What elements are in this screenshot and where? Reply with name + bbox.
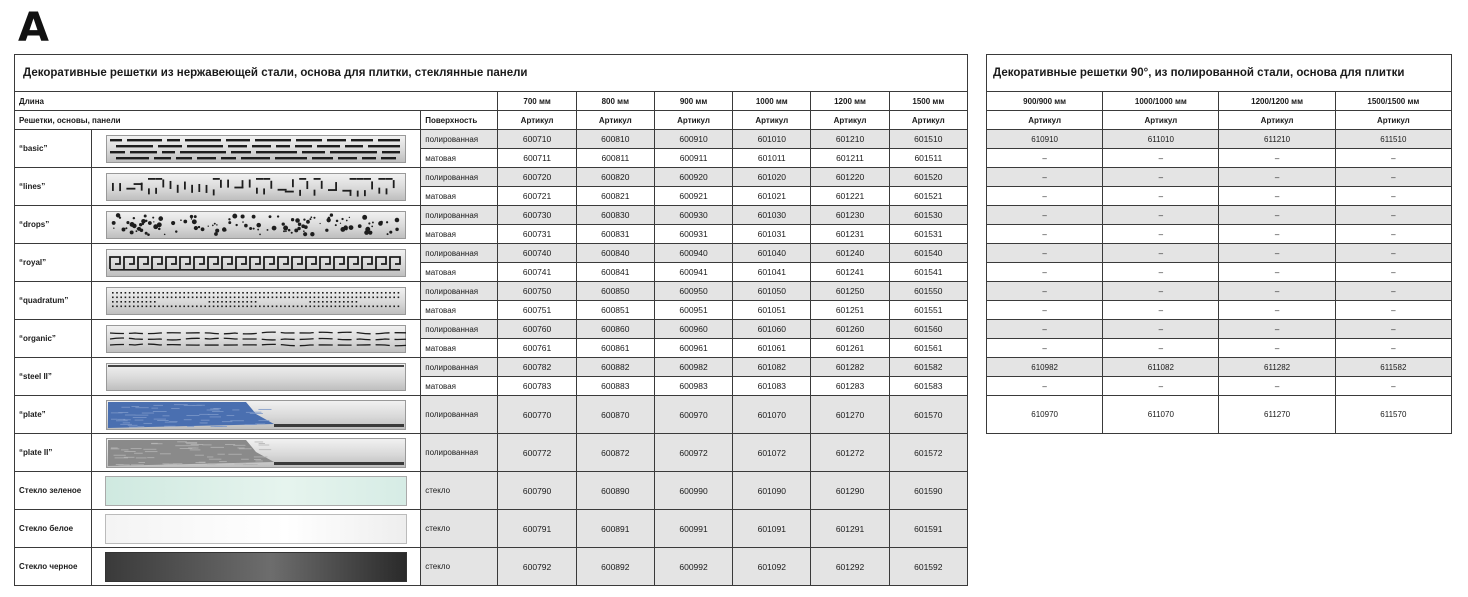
product-image-cell <box>92 434 421 472</box>
article-code: 601290 <box>811 472 889 510</box>
grates-label: Решетки, основы, панели <box>15 111 421 130</box>
product-name: “quadratum” <box>15 282 92 320</box>
article-code: 600721 <box>498 187 576 206</box>
article-header: Артикул <box>654 111 732 130</box>
article-code: 610970 <box>987 396 1103 434</box>
article-code: 601283 <box>811 377 889 396</box>
length-header: 1500 мм <box>889 92 967 111</box>
article-code: – <box>987 377 1103 396</box>
article-code: 601272 <box>811 434 889 472</box>
article-code: – <box>1103 320 1219 339</box>
surface-value: полированная <box>421 282 498 301</box>
product-row <box>15 320 968 339</box>
article-code: 601560 <box>889 320 967 339</box>
article-code: 601251 <box>811 301 889 320</box>
article-code: 600920 <box>654 168 732 187</box>
article-code: – <box>987 225 1103 244</box>
article-code: 600990 <box>654 472 732 510</box>
article-code: – <box>1103 168 1219 187</box>
length-header: 1000 мм <box>733 92 811 111</box>
article-header: Артикул <box>1335 111 1451 130</box>
article-code: 601050 <box>733 282 811 301</box>
drops-pattern-swatch <box>106 211 406 239</box>
article-code: 600882 <box>576 358 654 377</box>
article-code: 611582 <box>1335 358 1451 377</box>
article-code: – <box>1219 187 1335 206</box>
article-header: Артикул <box>811 111 889 130</box>
polished-90-grates-table <box>986 54 1452 434</box>
product-image-cell <box>92 206 421 244</box>
surface-label: Поверхность <box>421 111 498 130</box>
article-code: 600720 <box>498 168 576 187</box>
surface-value: полированная <box>421 206 498 225</box>
article-code: 600740 <box>498 244 576 263</box>
article-code: – <box>1219 339 1335 358</box>
article-code: 601550 <box>889 282 967 301</box>
article-code: 611210 <box>1219 130 1335 149</box>
article-code: 600711 <box>498 149 576 168</box>
product-row <box>15 130 968 149</box>
article-code: 600792 <box>498 548 576 586</box>
article-code: – <box>987 282 1103 301</box>
article-code: 601291 <box>811 510 889 548</box>
article-code: – <box>1335 339 1451 358</box>
article-code: 600921 <box>654 187 732 206</box>
article-code: 600983 <box>654 377 732 396</box>
product-name: “lines” <box>15 168 92 206</box>
product-name: Стекло белое <box>15 510 92 548</box>
product-row <box>15 434 968 472</box>
article-code: 601240 <box>811 244 889 263</box>
article-code: – <box>987 187 1103 206</box>
article-code: – <box>1219 168 1335 187</box>
product-name: Стекло зеленое <box>15 472 92 510</box>
article-header: Артикул <box>576 111 654 130</box>
surface-value: полированная <box>421 434 498 472</box>
surface-value: стекло <box>421 510 498 548</box>
organic-pattern-swatch <box>106 325 406 353</box>
article-code: – <box>987 206 1103 225</box>
article-code: 600782 <box>498 358 576 377</box>
article-code: 600772 <box>498 434 576 472</box>
article-code: 611282 <box>1219 358 1335 377</box>
product-name: “plate” <box>15 396 92 434</box>
product-row <box>15 472 968 510</box>
surface-value: стекло <box>421 548 498 586</box>
article-code: 601010 <box>733 130 811 149</box>
article-code: 600982 <box>654 358 732 377</box>
article-code: – <box>987 339 1103 358</box>
article-code: 611270 <box>1219 396 1335 434</box>
article-code: 600830 <box>576 206 654 225</box>
article-code: – <box>1335 377 1451 396</box>
surface-value: стекло <box>421 472 498 510</box>
product-name: “organic” <box>15 320 92 358</box>
article-code: – <box>987 263 1103 282</box>
article-code: 600770 <box>498 396 576 434</box>
product-row <box>15 244 968 263</box>
right-row <box>987 130 1452 149</box>
article-code: 601520 <box>889 168 967 187</box>
surface-value: матовая <box>421 339 498 358</box>
product-name: Стекло черное <box>15 548 92 586</box>
article-code: 600821 <box>576 187 654 206</box>
article-code: – <box>987 320 1103 339</box>
article-code: – <box>1335 149 1451 168</box>
article-code: 611570 <box>1335 396 1451 434</box>
article-code: – <box>1219 206 1335 225</box>
right-row <box>987 206 1452 225</box>
article-code: 601292 <box>811 548 889 586</box>
article-code: 601092 <box>733 548 811 586</box>
article-code: – <box>1103 282 1219 301</box>
article-code: 601031 <box>733 225 811 244</box>
size-header: 900/900 мм <box>987 92 1103 111</box>
article-code: – <box>1219 225 1335 244</box>
article-code: 601061 <box>733 339 811 358</box>
length-header: 700 мм <box>498 92 576 111</box>
article-code: – <box>1103 263 1219 282</box>
article-code: 601210 <box>811 130 889 149</box>
product-image-cell <box>92 130 421 168</box>
article-code: – <box>1335 187 1451 206</box>
royal-pattern-swatch <box>106 249 406 277</box>
right-row <box>987 396 1452 434</box>
article-code: 600860 <box>576 320 654 339</box>
article-code: 601531 <box>889 225 967 244</box>
surface-value: полированная <box>421 168 498 187</box>
product-row <box>15 396 968 434</box>
product-name: “plate II” <box>15 434 92 472</box>
product-image-cell <box>92 548 421 586</box>
article-code: 600751 <box>498 301 576 320</box>
article-code: 600890 <box>576 472 654 510</box>
article-code: 600870 <box>576 396 654 434</box>
right-row <box>987 358 1452 377</box>
article-code: – <box>1103 377 1219 396</box>
right-row <box>987 339 1452 358</box>
article-code: 601510 <box>889 130 967 149</box>
article-code: 610910 <box>987 130 1103 149</box>
article-code: 611070 <box>1103 396 1219 434</box>
article-code: – <box>1219 282 1335 301</box>
right-row <box>987 263 1452 282</box>
article-code: 611510 <box>1335 130 1451 149</box>
article-code: 600810 <box>576 130 654 149</box>
article-code: 601060 <box>733 320 811 339</box>
article-code: 600850 <box>576 282 654 301</box>
article-code: 601582 <box>889 358 967 377</box>
product-row <box>15 206 968 225</box>
article-code: 601231 <box>811 225 889 244</box>
article-code: 600951 <box>654 301 732 320</box>
product-image-cell <box>92 358 421 396</box>
article-code: – <box>1335 244 1451 263</box>
surface-value: полированная <box>421 244 498 263</box>
product-image-cell <box>92 244 421 282</box>
article-header: Артикул <box>733 111 811 130</box>
article-code: 600851 <box>576 301 654 320</box>
product-row <box>15 168 968 187</box>
article-code: – <box>1219 377 1335 396</box>
length-header: 1200 мм <box>811 92 889 111</box>
article-code: 601541 <box>889 263 967 282</box>
left-table-title: Декоративные решетки из нержавеющей стали, основа для плитки, стеклянные панели <box>15 55 968 92</box>
article-code: 601270 <box>811 396 889 434</box>
quadratum-pattern-swatch <box>106 287 406 315</box>
article-code: 600730 <box>498 206 576 225</box>
article-code: – <box>1103 301 1219 320</box>
steel-pattern-swatch <box>106 363 406 391</box>
article-code: 611010 <box>1103 130 1219 149</box>
article-code: – <box>1103 206 1219 225</box>
article-code: 600820 <box>576 168 654 187</box>
surface-value: полированная <box>421 396 498 434</box>
article-code: 601220 <box>811 168 889 187</box>
article-code: 600761 <box>498 339 576 358</box>
article-code: – <box>1335 206 1451 225</box>
surface-value: матовая <box>421 263 498 282</box>
article-header: Артикул <box>1219 111 1335 130</box>
article-code: 601040 <box>733 244 811 263</box>
article-code: 600911 <box>654 149 732 168</box>
product-image-cell <box>92 168 421 206</box>
surface-value: матовая <box>421 225 498 244</box>
article-code: 600783 <box>498 377 576 396</box>
article-code: 601540 <box>889 244 967 263</box>
article-code: 600841 <box>576 263 654 282</box>
product-image-cell <box>92 396 421 434</box>
right-row <box>987 187 1452 206</box>
article-code: 601511 <box>889 149 967 168</box>
size-header: 1500/1500 мм <box>1335 92 1451 111</box>
product-image-cell <box>92 510 421 548</box>
article-code: 601261 <box>811 339 889 358</box>
plate-pattern-swatch <box>106 400 406 430</box>
article-code: 600840 <box>576 244 654 263</box>
article-code: 601260 <box>811 320 889 339</box>
article-code: 600831 <box>576 225 654 244</box>
article-code: 600760 <box>498 320 576 339</box>
product-name: “steel II” <box>15 358 92 396</box>
article-code: 601041 <box>733 263 811 282</box>
product-row <box>15 358 968 377</box>
product-row <box>15 548 968 586</box>
length-header: 800 мм <box>576 92 654 111</box>
article-code: – <box>1103 149 1219 168</box>
article-code: 600883 <box>576 377 654 396</box>
article-header: Артикул <box>498 111 576 130</box>
surface-value: матовая <box>421 187 498 206</box>
article-code: 610982 <box>987 358 1103 377</box>
article-header: Артикул <box>987 111 1103 130</box>
right-row <box>987 320 1452 339</box>
article-code: 601051 <box>733 301 811 320</box>
article-code: 601083 <box>733 377 811 396</box>
basic-pattern-swatch <box>106 135 406 163</box>
article-code: 600891 <box>576 510 654 548</box>
size-header: 1200/1200 мм <box>1219 92 1335 111</box>
article-code: 601570 <box>889 396 967 434</box>
article-code: – <box>1219 244 1335 263</box>
article-code: 601011 <box>733 149 811 168</box>
article-header: Артикул <box>889 111 967 130</box>
article-code: 600950 <box>654 282 732 301</box>
article-code: – <box>1103 225 1219 244</box>
article-code: 600861 <box>576 339 654 358</box>
article-code: 600872 <box>576 434 654 472</box>
product-row <box>15 282 968 301</box>
article-code: 601082 <box>733 358 811 377</box>
article-code: 600940 <box>654 244 732 263</box>
length-header: 900 мм <box>654 92 732 111</box>
article-code: – <box>1335 282 1451 301</box>
article-code: 601070 <box>733 396 811 434</box>
article-code: 600960 <box>654 320 732 339</box>
article-code: 601211 <box>811 149 889 168</box>
article-code: 601250 <box>811 282 889 301</box>
article-code: 600961 <box>654 339 732 358</box>
article-code: 601590 <box>889 472 967 510</box>
product-image-cell <box>92 282 421 320</box>
stainless-grates-table <box>14 54 968 586</box>
product-image-cell <box>92 320 421 358</box>
article-code: – <box>987 149 1103 168</box>
article-code: – <box>1219 263 1335 282</box>
surface-value: полированная <box>421 130 498 149</box>
article-code: 600710 <box>498 130 576 149</box>
article-code: 601021 <box>733 187 811 206</box>
article-code: 601020 <box>733 168 811 187</box>
article-code: – <box>1219 149 1335 168</box>
article-code: 601072 <box>733 434 811 472</box>
article-code: 600741 <box>498 263 576 282</box>
article-code: 601221 <box>811 187 889 206</box>
article-code: 601561 <box>889 339 967 358</box>
article-code: 600910 <box>654 130 732 149</box>
article-code: – <box>987 244 1103 263</box>
article-code: 600750 <box>498 282 576 301</box>
article-code: 600991 <box>654 510 732 548</box>
right-row <box>987 149 1452 168</box>
article-code: 601230 <box>811 206 889 225</box>
article-code: 601282 <box>811 358 889 377</box>
right-row <box>987 377 1452 396</box>
article-code: 601583 <box>889 377 967 396</box>
product-name: “drops” <box>15 206 92 244</box>
size-header: 1000/1000 мм <box>1103 92 1219 111</box>
article-code: – <box>1103 244 1219 263</box>
product-name: “royal” <box>15 244 92 282</box>
article-code: 611082 <box>1103 358 1219 377</box>
length-label: Длина <box>15 92 498 111</box>
article-code: 601530 <box>889 206 967 225</box>
article-code: 601521 <box>889 187 967 206</box>
glass-green-swatch <box>105 476 407 506</box>
article-code: 601241 <box>811 263 889 282</box>
article-code: 601572 <box>889 434 967 472</box>
right-row <box>987 168 1452 187</box>
surface-value: матовая <box>421 301 498 320</box>
surface-value: полированная <box>421 358 498 377</box>
article-code: 600731 <box>498 225 576 244</box>
right-row <box>987 244 1452 263</box>
article-code: – <box>1103 187 1219 206</box>
article-code: 601551 <box>889 301 967 320</box>
article-code: 601592 <box>889 548 967 586</box>
article-code: – <box>1335 301 1451 320</box>
product-name: “basic” <box>15 130 92 168</box>
article-code: – <box>1335 168 1451 187</box>
article-code: – <box>1103 339 1219 358</box>
article-code: 600941 <box>654 263 732 282</box>
article-code: 600892 <box>576 548 654 586</box>
article-code: 600811 <box>576 149 654 168</box>
article-code: – <box>1219 301 1335 320</box>
right-row <box>987 301 1452 320</box>
surface-value: полированная <box>421 320 498 339</box>
glass-black-swatch <box>105 552 407 582</box>
article-code: 601091 <box>733 510 811 548</box>
article-code: – <box>1219 320 1335 339</box>
article-code: 600970 <box>654 396 732 434</box>
product-row <box>15 510 968 548</box>
surface-value: матовая <box>421 377 498 396</box>
article-code: – <box>1335 263 1451 282</box>
article-header: Артикул <box>1103 111 1219 130</box>
surface-value: матовая <box>421 149 498 168</box>
article-code: 601030 <box>733 206 811 225</box>
article-code: 600992 <box>654 548 732 586</box>
article-code: 600930 <box>654 206 732 225</box>
lines-pattern-swatch <box>106 173 406 201</box>
article-code: 600972 <box>654 434 732 472</box>
right-row <box>987 225 1452 244</box>
article-code: 600791 <box>498 510 576 548</box>
article-code: 601090 <box>733 472 811 510</box>
article-code: 600790 <box>498 472 576 510</box>
article-code: 601591 <box>889 510 967 548</box>
section-letter: A <box>18 5 49 51</box>
article-code: – <box>987 301 1103 320</box>
product-image-cell <box>92 472 421 510</box>
right-row <box>987 282 1452 301</box>
article-code: – <box>1335 225 1451 244</box>
article-code: – <box>1335 320 1451 339</box>
article-code: 600931 <box>654 225 732 244</box>
article-code: – <box>987 168 1103 187</box>
plate2-pattern-swatch <box>106 438 406 468</box>
glass-white-swatch <box>105 514 407 544</box>
right-table-title: Декоративные решетки 90°, из полированной стали, основа для плитки <box>987 55 1452 92</box>
